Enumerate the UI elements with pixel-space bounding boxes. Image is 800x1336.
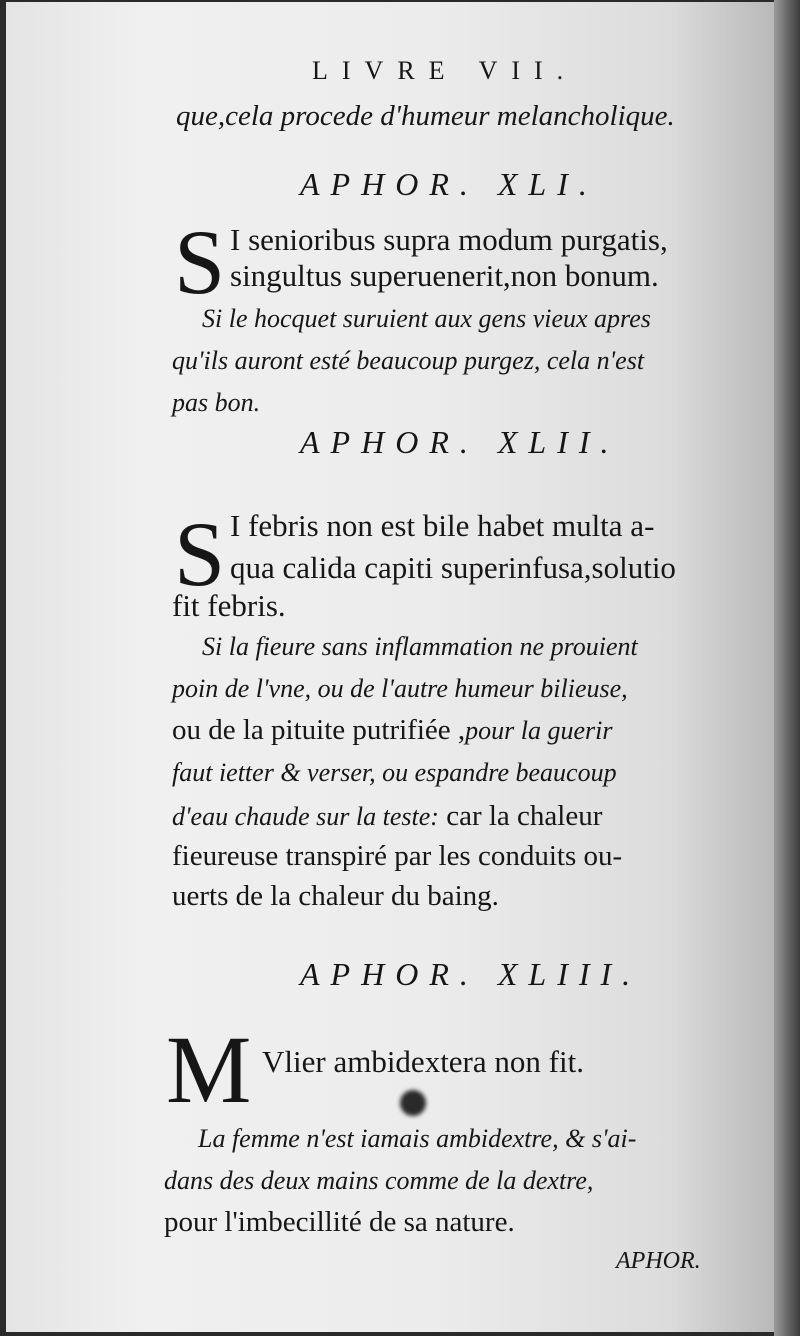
carryover-line: que,cela procede d'humeur melancholique. xyxy=(176,100,675,132)
french-italic-run: pour la guerir xyxy=(465,716,613,745)
french-line: pour l'imbecillité de sa nature. xyxy=(164,1206,515,1238)
book-spine xyxy=(774,0,800,1336)
french-italic-run: d'eau chaude sur la teste: xyxy=(172,802,439,831)
aphorism-heading: APHOR. XLII. xyxy=(300,424,620,460)
latin-line: qua calida capiti superinfusa,solutio xyxy=(230,550,676,585)
drop-cap: M xyxy=(166,1016,252,1123)
french-roman-run: ou de la pituite putrifiée , xyxy=(172,714,466,746)
latin-line: singultus superuenerit,non bonum. xyxy=(230,258,659,293)
french-line xyxy=(172,800,602,833)
catchword: APHOR. xyxy=(616,1248,701,1274)
french-line: fieureuse transpiré par les conduits ou- xyxy=(172,840,623,872)
latin-line: I senioribus supra modum purgatis, xyxy=(230,222,668,257)
french-line: uerts de la chaleur du baing. xyxy=(172,880,499,912)
latin-line: fit febris. xyxy=(172,588,286,623)
drop-cap: S xyxy=(174,211,226,313)
french-line: Si la fieure sans inflammation ne prouient xyxy=(202,632,638,661)
latin-line: I febris non est bile habet multa a- xyxy=(230,508,655,543)
french-line: La femme n'est iamais ambidextre, & s'ai- xyxy=(198,1124,637,1153)
drop-cap: S xyxy=(174,503,226,605)
french-line: Si le hocquet suruient aux gens vieux apres xyxy=(202,304,651,333)
aphorism-heading: APHOR. XLIII. xyxy=(300,956,642,992)
aphorism-heading: APHOR. XLI. xyxy=(300,166,598,202)
ink-blot xyxy=(400,1090,426,1116)
french-line: pas bon. xyxy=(172,388,261,417)
latin-line: Vlier ambidextera non fit. xyxy=(262,1044,584,1079)
french-line xyxy=(172,714,612,747)
french-line: faut ietter & verser, ou espandre beaucoup xyxy=(172,758,617,787)
french-line: dans des deux mains comme de la dextre, xyxy=(164,1166,594,1195)
running-head: LIVRE VII. xyxy=(312,56,578,85)
french-line: poin de l'vne, ou de l'autre humeur bilieuse, xyxy=(172,674,628,703)
french-line: qu'ils auront esté beaucoup purgez, cela n'est xyxy=(172,346,645,375)
french-roman-run: car la chaleur xyxy=(438,800,603,832)
